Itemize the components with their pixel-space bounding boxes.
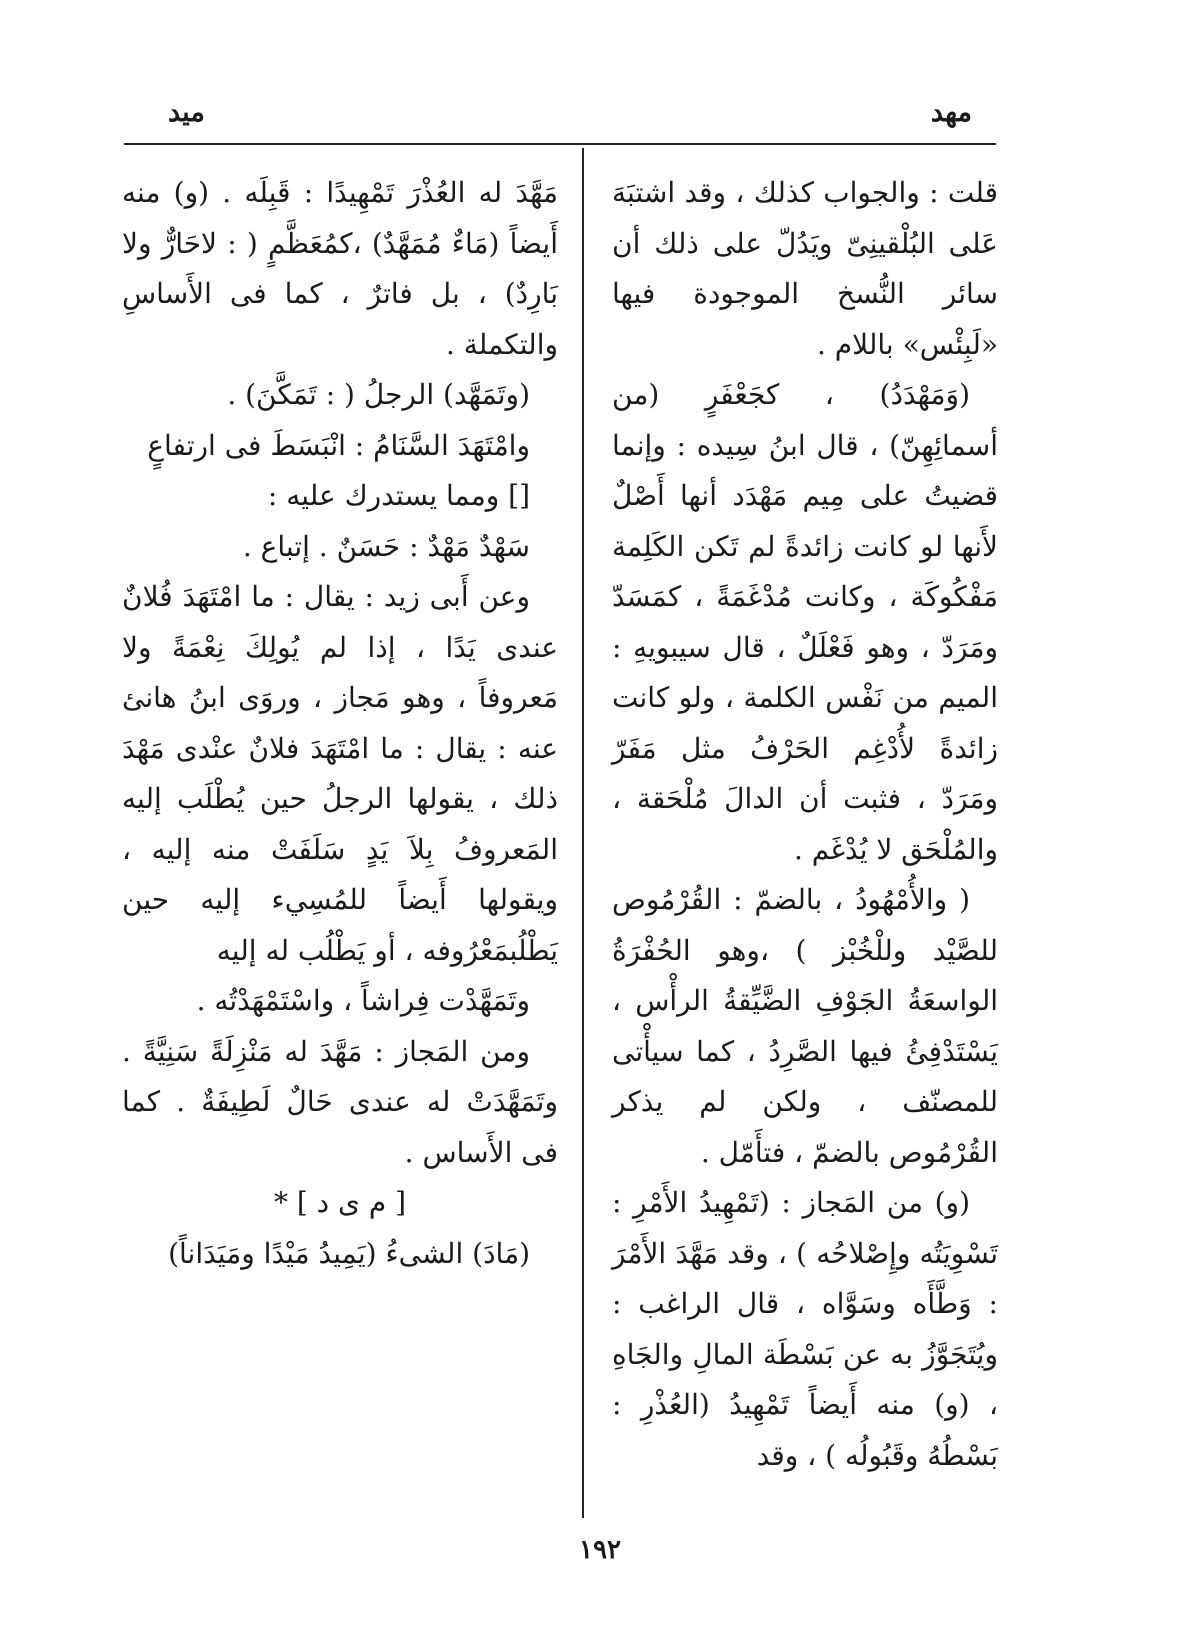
running-head-left: ميد xyxy=(168,97,205,128)
paragraph: (مَادَ) الشىءُ (يَمِيدُ مَيْدًا ومَيَدَاناً) xyxy=(168,1236,530,1270)
paragraph: وتَمَهَّدْت فِراشاً ، واسْتَمْهَدْتُه . xyxy=(196,984,530,1017)
paragraph: ( والأُمْهُودُ ، بالضمّ : القُرْمُوص للصَّيْد وللْخُبْز ) ،وهو الحُفْرَةُ الواسعَةُ الجَوْفِ الضَّيِّقةُ الرأْس ، يَسْتَدْفِئُ فيها الصَّرِدُ ، كما سيأْتى للمصنّف ، ولكن لم يذكر القُرْمُوص بالضمّ ، فتأَمّل . xyxy=(612,883,998,1169)
header-rule xyxy=(124,143,996,145)
paragraph: (و) من المَجاز : (تَمْهِيدُ الأَمْرِ : تَسْوِيَتُه وإِصْلاحُه ) ، وقد مَهَّدَ الأَمْرَ : وَطَّأَه وسَوَّاه ، قال الراغب : ويُتَجَوَّزُ به عن بَسْطَة المالِ والجَاهِ ، (و) منه أَيضاً تَمْهِيدُ (العُذْرِ : بَسْطُهُ وقَبُولُه ) ، وقد xyxy=(612,1186,998,1472)
paragraph: وعن أَبى زيد : يقال : ما امْتَهَدَ فُلانٌ عندى يَدًا ، إذا لم يُولِكَ نِعْمَةً ولا مَعروفاً ، وهو مَجاز ، وروَى ابنُ هانئ عنه : يقال : ما امْتَهَدَ فلانٌ عنْدى مَهْدَ ذلك ، يقولها الرجلُ حين يُطْلَب إليه المَعروفُ بِلاَ يَدٍ سَلَفَتْ منه إليه ، ويقولها أَيضاً للمُسِيء إليه حين يَطْلُبمَعْرُوفه ، أو يَطْلُب له إليه xyxy=(122,580,558,967)
paragraph: مَهَّدَ له العُذْرَ تَمْهِيدًا : قَبِلَه . (و) منه أَيضاً (مَاءٌ مُمَهَّدٌ) ،كمُعَظَّمٍ ( : لاحَارٌّ ولا بَارِدٌ) ، بل فاترٌ ، كما فى الأَساسِ والتكملة . xyxy=(122,176,558,361)
paragraph: [] ومما يستدرك عليه : xyxy=(267,479,530,512)
paragraph: ومن المَجاز : مَهَّدَ له مَنْزِلَةً سَنِيَّةً . وتَمَهَّدَتْ له عندى حَالٌ لَطِيفَةٌ . كما فى الأَساس . xyxy=(122,1034,558,1169)
right-column xyxy=(612,168,998,1481)
paragraph: سَهْدٌ مَهْدٌ : حَسَنٌ . إتباع . xyxy=(242,529,530,563)
paragraph: (وتَمَهَّد) الرجلُ ( : تَمَكَّنَ) . xyxy=(227,378,530,411)
page-number: ١٩٢ xyxy=(579,1535,621,1565)
paragraph: وامْتَهَدَ السَّنَامُ : انْبَسَطَ فى ارتفاعٍ xyxy=(147,428,530,462)
column-divider xyxy=(582,148,584,1518)
paragraph: (وَمَهْدَدُ) ، كجَعْفَرٍ (من أسمائِهِنّ) ، قال ابنُ سِيده : وإنما قضيتُ على مِيم مَهْدَد أنها أَصْلٌ لأَنها لو كانت زائدةً لم تَكن الكَلِمة مَفْكُوكَة ، وكانت مُدْغَمَةً ، كمَسَدّ ومَرَدّ ، وهو فَعْلَلٌ ، قال سيبويهِ : الميم من نَفْس الكلمة ، ولو كانت زائدةً لأُدْغِم الحَرْفُ مثل مَفَرّ ومَرَدّ ، فثبت أن الدالَ مُلْحَقة ، والمُلْحَق لا يُدْغَم . xyxy=(612,378,998,866)
running-head-right: مهد xyxy=(930,97,972,128)
entry-heading: [ م ى د ] * xyxy=(273,1186,407,1219)
paragraph: قلت : والجواب كذلك ، وقد اشتبَهَ عَلى البُلْقينِىّ ويَدُلّ على ذلك أن سائر النُّسخ الموجودة فيها «لَبِئْس» باللام . xyxy=(612,176,998,361)
left-column xyxy=(122,168,558,1279)
